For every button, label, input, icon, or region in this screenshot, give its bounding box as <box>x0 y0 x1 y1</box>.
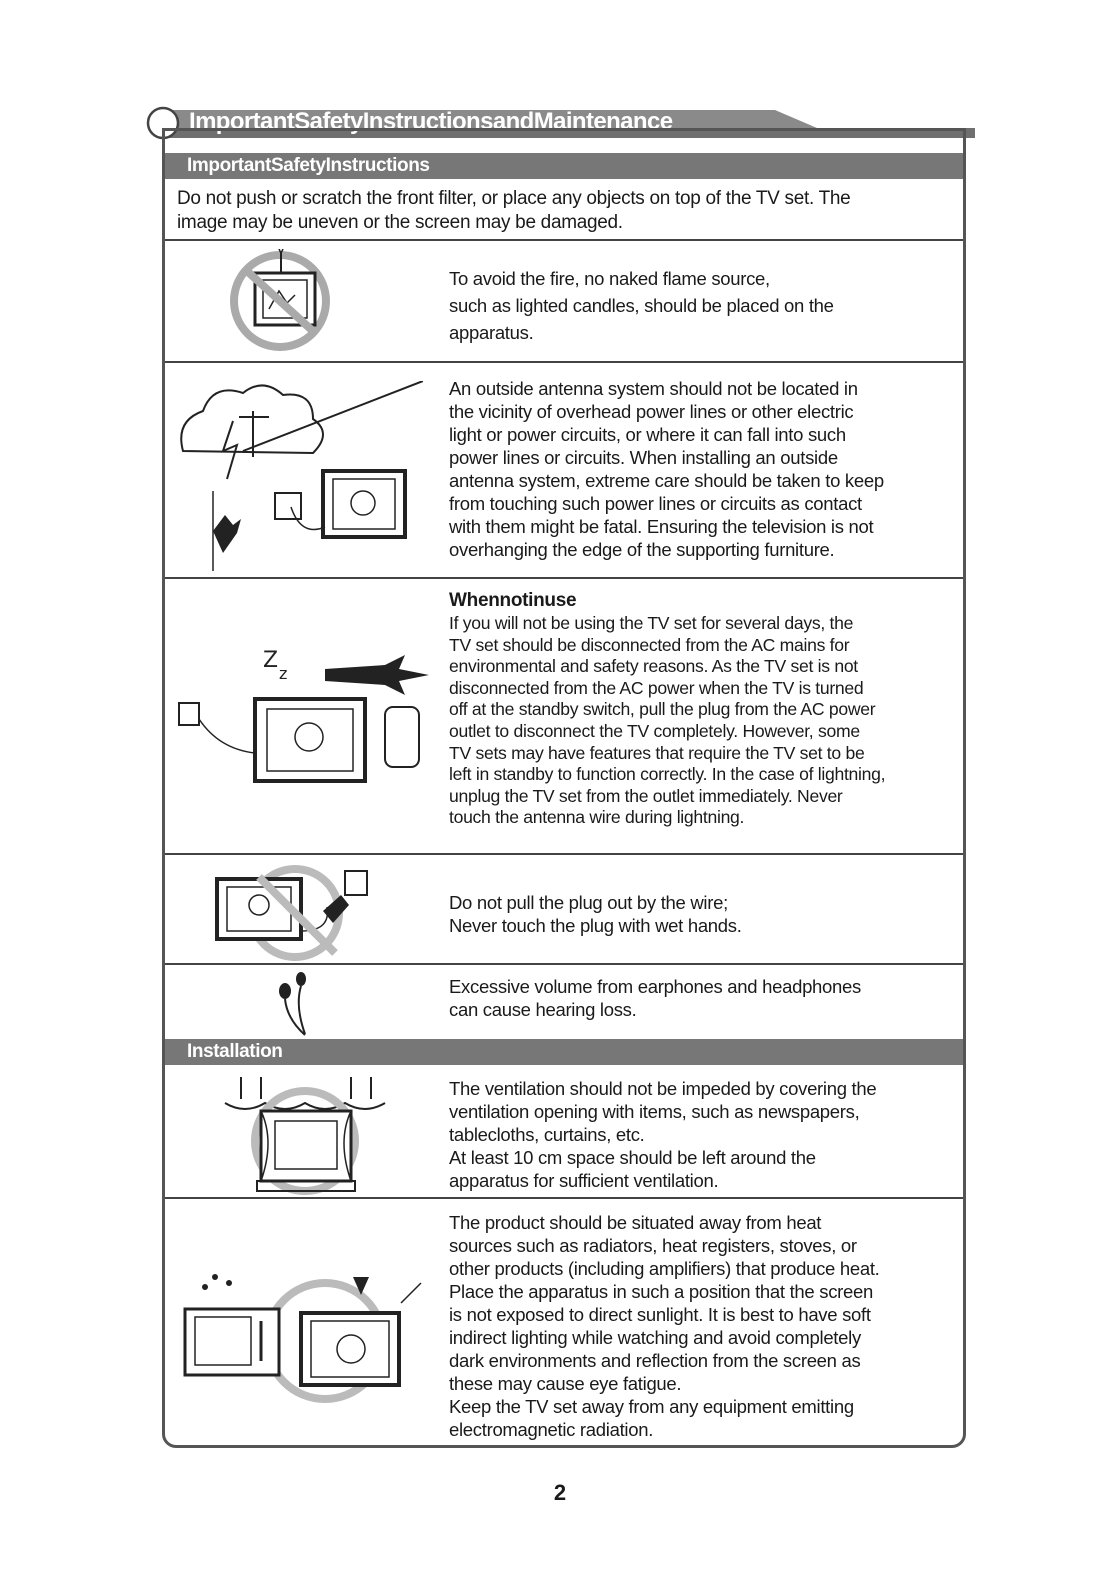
text-line: antenna system, extreme care should be taken to keep <box>449 470 884 491</box>
text-line: image may be uneven or the screen may be damaged. <box>177 212 623 233</box>
text-line: unplug the TV set from the outlet immediately. Never <box>449 785 843 806</box>
row-fire <box>165 241 963 363</box>
text-line: Do not pull the plug out by the wire; <box>449 892 728 913</box>
text-line: outlet to disconnect the TV completely. However, some <box>449 720 860 741</box>
text-line: power lines or circuits. When installing an outside <box>449 447 838 468</box>
text-line: apparatus for sufficient ventilation. <box>449 1170 719 1191</box>
earphones-icon <box>271 969 321 1037</box>
tv-candle-prohibited-icon <box>225 249 345 355</box>
text-line: is not exposed to direct sunlight. It is best to have soft <box>449 1304 871 1325</box>
text-line: Do not push or scratch the front filter, or place any objects on top of the TV set. The <box>177 188 851 209</box>
text-line: with them might be fatal. Ensuring the television is not <box>449 516 874 537</box>
heat-text <box>449 1211 880 1441</box>
tv-unplug-standby-icon <box>175 639 435 789</box>
text-line: disconnected from the AC power when the TV is turned <box>449 677 864 698</box>
text-line: Keep the TV set away from any equipment emitting <box>449 1396 854 1417</box>
row-not-in-use <box>165 579 963 855</box>
section-header-safety: ImportantSafetyInstructions <box>165 153 963 179</box>
text-line: tablecloths, curtains, etc. <box>449 1124 645 1145</box>
text-line: An outside antenna system should not be located in <box>449 378 858 399</box>
front-filter-text <box>177 187 850 235</box>
text-line: At least 10 cm space should be left around the <box>449 1147 816 1168</box>
plug-text <box>449 891 742 937</box>
page-title: ImportantSafetyInstructionsandMaintenance <box>189 108 673 135</box>
ventilation-curtain-icon <box>221 1069 391 1195</box>
antenna-text <box>449 377 884 561</box>
text-line: dark environments and reflection from the screen as <box>449 1350 861 1371</box>
antenna-lightning-icon <box>173 381 423 571</box>
text-line: ventilation opening with items, such as newspapers, <box>449 1101 860 1122</box>
row-antenna <box>165 363 963 579</box>
svg-text:z: z <box>279 664 288 683</box>
text-line: indirect lighting while watching and avoid completely <box>449 1327 861 1348</box>
svg-text:Z: Z <box>263 648 279 673</box>
text-line: light or power circuits, or where it can fall into such <box>449 424 846 445</box>
text-line: Place the apparatus in such a position that the screen <box>449 1281 873 1302</box>
text-line: TV set should be disconnected from the AC mains for <box>449 634 850 655</box>
text-line: environmental and safety reasons. As the TV set is not <box>449 656 858 677</box>
text-line: the vicinity of overhead power lines or other electric <box>449 401 854 422</box>
not-in-use-title: Whennotinuse <box>449 590 577 611</box>
text-line: such as lighted candles, should be placed on the <box>449 295 834 316</box>
text-line: The ventilation should not be impeded by covering the <box>449 1078 877 1099</box>
text-line: other products (including amplifiers) that produce heat. <box>449 1258 880 1279</box>
plug-wet-hands-icon <box>205 861 375 961</box>
section-header-installation: Installation <box>165 1039 963 1065</box>
row-heat <box>165 1199 963 1445</box>
text-line: To avoid the fire, no naked flame source, <box>449 268 770 289</box>
text-line: TV sets may have features that require the TV set to be <box>449 742 865 763</box>
text-line: sources such as radiators, heat registers, stoves, or <box>449 1235 857 1256</box>
text-line: Never touch the plug with wet hands. <box>449 915 742 936</box>
instructions-frame <box>162 128 966 1448</box>
text-line: left in standby to function correctly. In the case of lightning, <box>449 764 886 785</box>
text-line: electromagnetic radiation. <box>449 1419 654 1440</box>
text-line: overhanging the edge of the supporting furniture. <box>449 539 835 560</box>
row-volume <box>165 965 963 1039</box>
text-line: The product should be situated away from heat <box>449 1212 822 1233</box>
row-plug <box>165 855 963 965</box>
text-line: can cause hearing loss. <box>449 999 637 1020</box>
text-line: Excessive volume from earphones and headphones <box>449 976 861 997</box>
row-front-filter <box>165 179 963 241</box>
text-line: If you will not be using the TV set for several days, the <box>449 613 854 633</box>
row-ventilation <box>165 1065 963 1199</box>
volume-text <box>449 975 861 1021</box>
not-in-use-text <box>449 589 885 829</box>
text-line: from touching such power lines or circuits as contact <box>449 493 862 514</box>
ventilation-text <box>449 1077 876 1192</box>
text-line: touch the antenna wire during lightning. <box>449 807 745 828</box>
heat-sunlight-icon <box>175 1273 445 1403</box>
page-number: 2 <box>553 1480 567 1505</box>
text-line: apparatus. <box>449 322 534 343</box>
text-line: these may cause eye fatigue. <box>449 1373 682 1394</box>
fire-text <box>449 265 834 346</box>
text-line: off at the standby switch, pull the plug from the AC power <box>449 699 876 720</box>
